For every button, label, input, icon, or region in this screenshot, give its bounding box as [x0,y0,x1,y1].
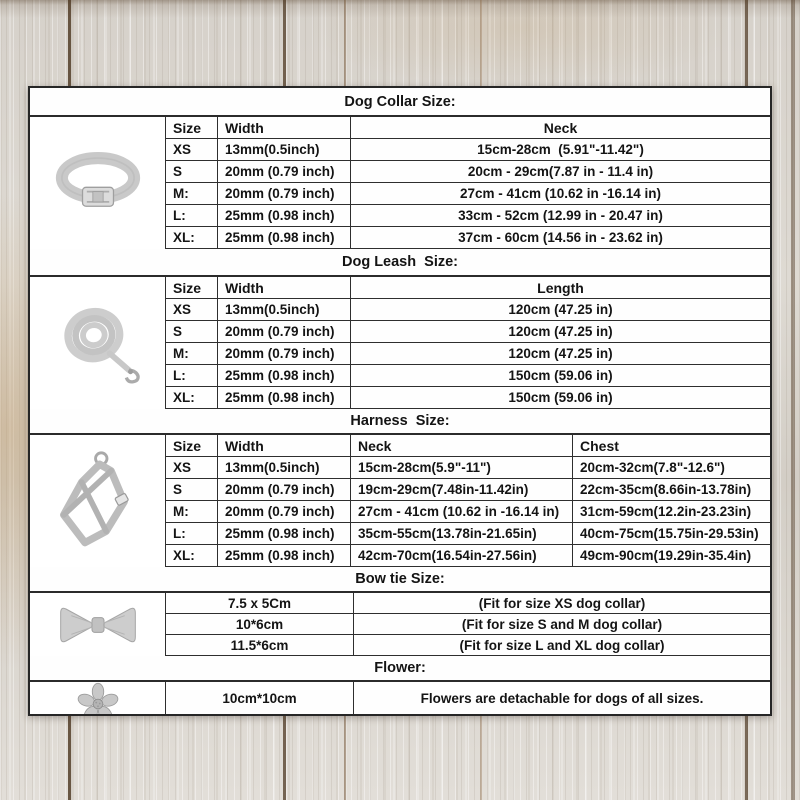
size-cell: M: [166,183,218,204]
width-cell: 25mm (0.98 inch) [218,365,351,386]
size-cell: S [166,479,218,500]
length-cell: 120cm (47.25 in) [508,346,613,361]
bow-tie-image [30,593,166,656]
length-column-header: Length [537,279,584,296]
table-row [166,183,770,205]
table-row [166,501,770,523]
neck-cell: 15cm-28cm (5.91"-11.42") [477,142,644,157]
dog-leash-image [30,277,166,409]
size-cell: S [166,321,218,342]
chest-cell: 22cm-35cm(8.66in-13.78in) [580,482,752,497]
table-row [166,682,770,714]
neck-cell: 35cm-55cm(13.78in-21.65in) [351,523,573,544]
width-cell: 25mm (0.98 inch) [218,545,351,566]
size-cell: XS [166,139,218,160]
neck-cell: 20cm - 29cm(7.87 in - 11.4 in) [467,164,654,179]
neck-column-header: Neck [543,119,578,136]
width-cell: 13mm(0.5inch) [218,139,351,160]
width-cell: 20mm (0.79 inch) [218,343,351,364]
fit-cell: (Fit for size L and XL dog collar) [459,637,665,653]
dog-harness-image [30,435,166,567]
length-cell: 120cm (47.25 in) [508,302,613,317]
table-row [166,523,770,545]
harness-header-row [166,435,770,457]
table-row [166,545,770,567]
harness-section [30,435,770,567]
bowtie-section-title: Bow tie Size: [30,567,770,593]
fit-cell: (Fit for size S and M dog collar) [461,616,663,632]
bowtie-size-cell: 11.5*6cm [166,635,354,655]
length-cell: 150cm (59.06 in) [508,368,613,383]
width-cell: 25mm (0.98 inch) [218,205,351,226]
size-cell: XL: [166,545,218,566]
neck-cell: 27cm - 41cm (10.62 in -16.14 in) [351,501,573,522]
size-cell: L: [166,205,218,226]
table-row [166,593,770,614]
size-cell: S [166,161,218,182]
collar-section-title: Dog Collar Size: [30,88,770,117]
neck-cell: 15cm-28cm(5.9"-11") [351,457,573,478]
table-row [166,614,770,635]
neck-cell: 42cm-70cm(16.54in-27.56in) [351,545,573,566]
bowtie-section [30,593,770,656]
bow-tie-drawing [58,600,138,650]
width-cell: 20mm (0.79 inch) [218,479,351,500]
length-cell: 120cm (47.25 in) [508,324,613,339]
fit-cell: Flowers are detachable for dogs of all sizes. [420,690,704,706]
neck-column-header: Neck [351,435,573,456]
collar-header-row [166,117,770,139]
table-row [166,365,770,387]
harness-section-title: Harness Size: [30,409,770,435]
width-column-header: Width [218,277,351,298]
table-row [166,479,770,501]
width-column-header: Width [218,435,351,456]
dog-collar-drawing [45,140,151,226]
width-cell: 25mm (0.98 inch) [218,227,351,248]
chest-cell: 20cm-32cm(7.8"-12.6") [580,460,725,475]
chest-cell: 31cm-59cm(12.2in-23.23in) [580,504,752,519]
table-row [166,321,770,343]
table-row [166,299,770,321]
dog-leash-drawing [48,293,148,393]
table-row [166,227,770,249]
neck-cell: 27cm - 41cm (10.62 in -16.14 in) [459,186,662,201]
chest-column-header: Chest [580,437,619,454]
size-cell: XS [166,299,218,320]
flower-section-title: Flower: [30,656,770,682]
leash-section [30,277,770,409]
size-cell: XS [166,457,218,478]
chest-cell: 40cm-75cm(15.75in-29.53in) [580,526,759,541]
width-cell: 20mm (0.79 inch) [218,501,351,522]
table-row [166,139,770,161]
table-row [166,457,770,479]
table-row [166,343,770,365]
table-row [166,387,770,409]
width-cell: 20mm (0.79 inch) [218,161,351,182]
flower-section [30,682,770,716]
size-cell: L: [166,523,218,544]
bowtie-size-cell: 7.5 x 5Cm [166,593,354,613]
width-cell: 20mm (0.79 inch) [218,183,351,204]
table-row [166,161,770,183]
size-column-header: Size [166,277,218,298]
collar-section [30,117,770,249]
width-cell: 25mm (0.98 inch) [218,523,351,544]
leash-section-title: Dog Leash Size: [30,249,770,277]
bowtie-size-cell: 10*6cm [166,614,354,634]
length-cell: 150cm (59.06 in) [508,390,613,405]
size-column-header: Size [166,435,218,456]
width-cell: 13mm(0.5inch) [218,457,351,478]
size-cell: M: [166,501,218,522]
table-row [166,205,770,227]
width-cell: 25mm (0.98 inch) [218,387,351,408]
fit-cell: (Fit for size XS dog collar) [478,595,646,611]
neck-cell: 33cm - 52cm (12.99 in - 20.47 in) [458,208,663,223]
width-cell: 13mm(0.5inch) [218,299,351,320]
flower-image [30,682,166,716]
table-row [166,635,770,656]
size-cell: XL: [166,387,218,408]
size-cell: XL: [166,227,218,248]
dog-harness-drawing [49,447,147,555]
neck-cell: 37cm - 60cm (14.56 in - 23.62 in) [458,230,663,245]
width-column-header: Width [218,117,351,138]
flower-drawing [76,682,120,716]
leash-header-row [166,277,770,299]
size-cell: L: [166,365,218,386]
neck-cell: 19cm-29cm(7.48in-11.42in) [351,479,573,500]
size-column-header: Size [166,117,218,138]
dog-collar-image [30,117,166,249]
size-cell: M: [166,343,218,364]
width-cell: 20mm (0.79 inch) [218,321,351,342]
flower-size-cell: 10cm*10cm [166,682,354,714]
size-chart-sheet [28,86,772,716]
chest-cell: 49cm-90cm(19.29in-35.4in) [580,548,752,563]
